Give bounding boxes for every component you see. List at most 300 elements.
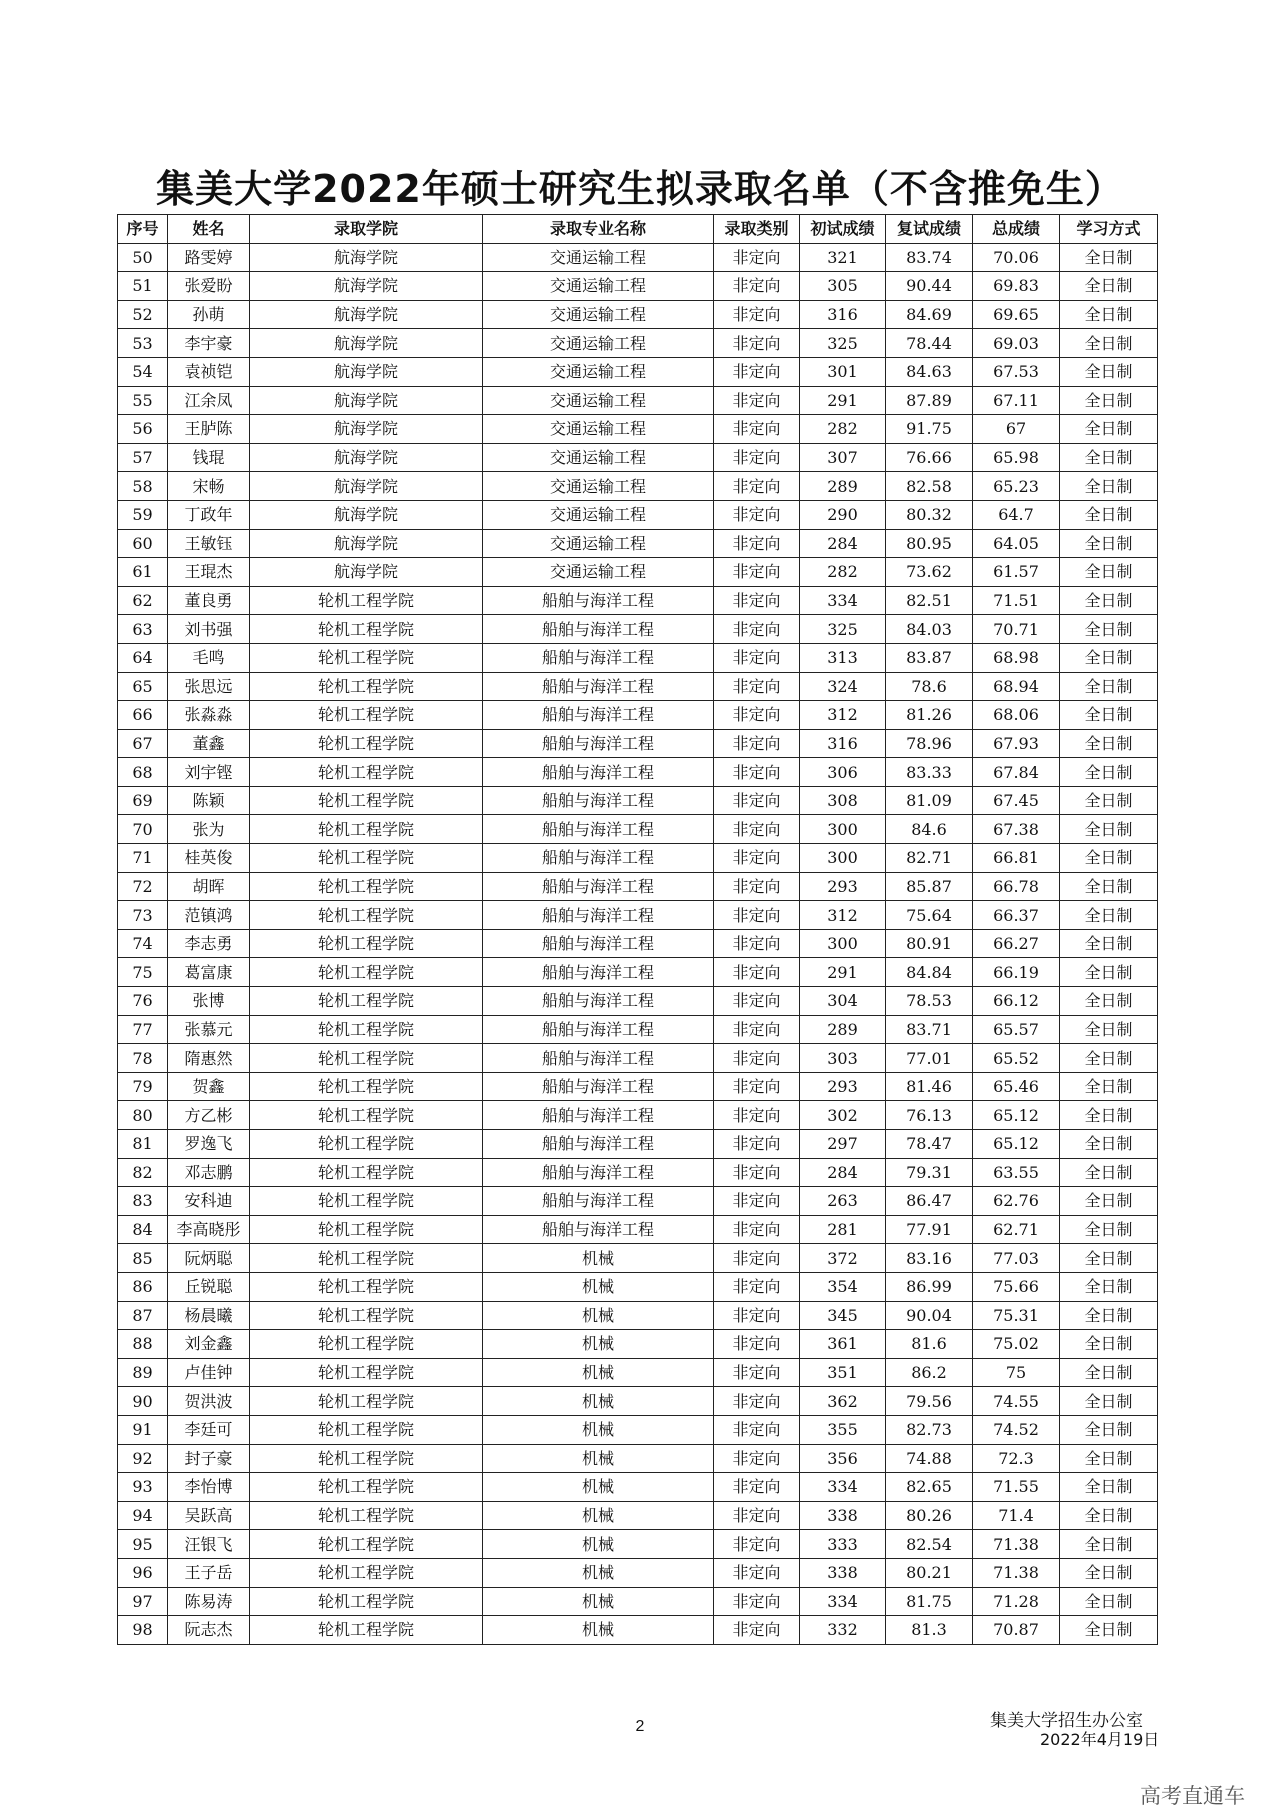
cell-retest-score: 80.21 <box>886 1558 973 1587</box>
cell-total-score: 65.23 <box>973 472 1060 501</box>
cell-prelim-score: 291 <box>800 958 886 987</box>
cell-category: 非定向 <box>714 243 800 272</box>
cell-category: 非定向 <box>714 1101 800 1130</box>
cell-category: 非定向 <box>714 729 800 758</box>
cell-college: 航海学院 <box>250 386 483 415</box>
cell-index: 53 <box>118 329 168 358</box>
cell-major: 机械 <box>483 1530 714 1559</box>
cell-name: 葛富康 <box>168 958 250 987</box>
cell-retest-score: 84.84 <box>886 958 973 987</box>
cell-index: 75 <box>118 958 168 987</box>
cell-college: 轮机工程学院 <box>250 1358 483 1387</box>
cell-retest-score: 82.51 <box>886 586 973 615</box>
cell-prelim-score: 356 <box>800 1444 886 1473</box>
cell-college: 轮机工程学院 <box>250 586 483 615</box>
cell-total-score: 70.87 <box>973 1616 1060 1645</box>
table-row <box>118 1072 1158 1101</box>
cell-category: 非定向 <box>714 357 800 386</box>
cell-prelim-score: 307 <box>800 443 886 472</box>
cell-retest-score: 80.95 <box>886 529 973 558</box>
cell-study-mode: 全日制 <box>1060 243 1158 272</box>
table-row <box>118 1387 1158 1416</box>
cell-total-score: 71.51 <box>973 586 1060 615</box>
cell-prelim-score: 282 <box>800 415 886 444</box>
cell-study-mode: 全日制 <box>1060 1415 1158 1444</box>
cell-category: 非定向 <box>714 901 800 930</box>
cell-total-score: 66.37 <box>973 901 1060 930</box>
cell-index: 80 <box>118 1101 168 1130</box>
cell-study-mode: 全日制 <box>1060 586 1158 615</box>
cell-category: 非定向 <box>714 643 800 672</box>
cell-study-mode: 全日制 <box>1060 443 1158 472</box>
cell-total-score: 68.06 <box>973 701 1060 730</box>
cell-study-mode: 全日制 <box>1060 844 1158 873</box>
cell-total-score: 66.78 <box>973 872 1060 901</box>
cell-retest-score: 90.04 <box>886 1301 973 1330</box>
cell-index: 54 <box>118 357 168 386</box>
cell-category: 非定向 <box>714 529 800 558</box>
cell-retest-score: 78.47 <box>886 1130 973 1159</box>
cell-category: 非定向 <box>714 558 800 587</box>
cell-college: 轮机工程学院 <box>250 758 483 787</box>
cell-category: 非定向 <box>714 1358 800 1387</box>
table-row <box>118 987 1158 1016</box>
cell-retest-score: 85.87 <box>886 872 973 901</box>
cell-major: 交通运输工程 <box>483 272 714 301</box>
cell-name: 路雯婷 <box>168 243 250 272</box>
cell-study-mode: 全日制 <box>1060 729 1158 758</box>
table-row <box>118 1558 1158 1587</box>
cell-total-score: 75.02 <box>973 1330 1060 1359</box>
cell-major: 机械 <box>483 1444 714 1473</box>
cell-category: 非定向 <box>714 758 800 787</box>
cell-prelim-score: 345 <box>800 1301 886 1330</box>
cell-retest-score: 83.74 <box>886 243 973 272</box>
cell-name: 刘宇铿 <box>168 758 250 787</box>
cell-retest-score: 82.71 <box>886 844 973 873</box>
cell-name: 刘金鑫 <box>168 1330 250 1359</box>
cell-total-score: 68.98 <box>973 643 1060 672</box>
table-row <box>118 844 1158 873</box>
cell-index: 87 <box>118 1301 168 1330</box>
cell-major: 交通运输工程 <box>483 300 714 329</box>
cell-index: 76 <box>118 987 168 1016</box>
cell-total-score: 64.05 <box>973 529 1060 558</box>
cell-retest-score: 82.73 <box>886 1415 973 1444</box>
cell-college: 轮机工程学院 <box>250 1044 483 1073</box>
cell-total-score: 75.66 <box>973 1272 1060 1301</box>
cell-major: 船舶与海洋工程 <box>483 615 714 644</box>
table-row <box>118 672 1158 701</box>
cell-index: 88 <box>118 1330 168 1359</box>
cell-name: 桂英俊 <box>168 844 250 873</box>
table-row <box>118 729 1158 758</box>
cell-retest-score: 78.6 <box>886 672 973 701</box>
cell-name: 胡晖 <box>168 872 250 901</box>
cell-retest-score: 79.56 <box>886 1387 973 1416</box>
cell-major: 交通运输工程 <box>483 500 714 529</box>
cell-name: 袁祯铠 <box>168 357 250 386</box>
cell-name: 范镇鸿 <box>168 901 250 930</box>
cell-name: 王子岳 <box>168 1558 250 1587</box>
cell-name: 贺鑫 <box>168 1072 250 1101</box>
cell-study-mode: 全日制 <box>1060 1358 1158 1387</box>
cell-total-score: 67.45 <box>973 786 1060 815</box>
cell-name: 王敏钰 <box>168 529 250 558</box>
cell-college: 轮机工程学院 <box>250 901 483 930</box>
cell-name: 丁政年 <box>168 500 250 529</box>
cell-retest-score: 82.58 <box>886 472 973 501</box>
cell-name: 邓志鹏 <box>168 1158 250 1187</box>
cell-prelim-score: 334 <box>800 586 886 615</box>
cell-college: 航海学院 <box>250 272 483 301</box>
cell-prelim-score: 293 <box>800 872 886 901</box>
cell-college: 轮机工程学院 <box>250 1415 483 1444</box>
cell-college: 航海学院 <box>250 243 483 272</box>
table-row <box>118 443 1158 472</box>
cell-study-mode: 全日制 <box>1060 1072 1158 1101</box>
cell-retest-score: 81.3 <box>886 1616 973 1645</box>
cell-total-score: 70.71 <box>973 615 1060 644</box>
table-row <box>118 643 1158 672</box>
cell-prelim-score: 361 <box>800 1330 886 1359</box>
cell-prelim-score: 338 <box>800 1501 886 1530</box>
cell-retest-score: 87.89 <box>886 386 973 415</box>
cell-prelim-score: 333 <box>800 1530 886 1559</box>
cell-major: 机械 <box>483 1301 714 1330</box>
cell-category: 非定向 <box>714 1044 800 1073</box>
table-row <box>118 1215 1158 1244</box>
cell-prelim-score: 362 <box>800 1387 886 1416</box>
cell-major: 船舶与海洋工程 <box>483 1015 714 1044</box>
table-row <box>118 357 1158 386</box>
cell-name: 张慕元 <box>168 1015 250 1044</box>
cell-major: 船舶与海洋工程 <box>483 586 714 615</box>
cell-study-mode: 全日制 <box>1060 929 1158 958</box>
cell-college: 轮机工程学院 <box>250 1501 483 1530</box>
cell-study-mode: 全日制 <box>1060 1501 1158 1530</box>
cell-index: 84 <box>118 1215 168 1244</box>
table-row <box>118 1244 1158 1273</box>
cell-total-score: 67 <box>973 415 1060 444</box>
cell-prelim-score: 316 <box>800 300 886 329</box>
cell-category: 非定向 <box>714 386 800 415</box>
cell-category: 非定向 <box>714 1587 800 1616</box>
cell-major: 船舶与海洋工程 <box>483 786 714 815</box>
cell-retest-score: 81.6 <box>886 1330 973 1359</box>
cell-category: 非定向 <box>714 672 800 701</box>
admission-table <box>117 214 1158 1645</box>
cell-college: 航海学院 <box>250 558 483 587</box>
cell-category: 非定向 <box>714 1501 800 1530</box>
cell-study-mode: 全日制 <box>1060 329 1158 358</box>
cell-category: 非定向 <box>714 1301 800 1330</box>
table-row <box>118 1130 1158 1159</box>
cell-college: 轮机工程学院 <box>250 1387 483 1416</box>
cell-prelim-score: 289 <box>800 472 886 501</box>
cell-retest-score: 74.88 <box>886 1444 973 1473</box>
cell-name: 王胪陈 <box>168 415 250 444</box>
cell-category: 非定向 <box>714 1330 800 1359</box>
cell-college: 轮机工程学院 <box>250 1072 483 1101</box>
table-row <box>118 1301 1158 1330</box>
cell-major: 船舶与海洋工程 <box>483 1072 714 1101</box>
table-row <box>118 558 1158 587</box>
cell-name: 董良勇 <box>168 586 250 615</box>
cell-index: 98 <box>118 1616 168 1645</box>
cell-prelim-score: 302 <box>800 1101 886 1130</box>
cell-name: 罗逸飞 <box>168 1130 250 1159</box>
cell-index: 74 <box>118 929 168 958</box>
cell-prelim-score: 305 <box>800 272 886 301</box>
cell-index: 90 <box>118 1387 168 1416</box>
cell-retest-score: 77.01 <box>886 1044 973 1073</box>
cell-college: 轮机工程学院 <box>250 1587 483 1616</box>
cell-name: 贺洪波 <box>168 1387 250 1416</box>
cell-total-score: 66.12 <box>973 987 1060 1016</box>
cell-retest-score: 78.44 <box>886 329 973 358</box>
cell-study-mode: 全日制 <box>1060 987 1158 1016</box>
cell-index: 73 <box>118 901 168 930</box>
cell-total-score: 65.46 <box>973 1072 1060 1101</box>
cell-retest-score: 81.75 <box>886 1587 973 1616</box>
cell-category: 非定向 <box>714 1387 800 1416</box>
table-row <box>118 386 1158 415</box>
cell-prelim-score: 321 <box>800 243 886 272</box>
table-row <box>118 1158 1158 1187</box>
cell-study-mode: 全日制 <box>1060 558 1158 587</box>
cell-total-score: 71.38 <box>973 1558 1060 1587</box>
cell-study-mode: 全日制 <box>1060 1330 1158 1359</box>
cell-study-mode: 全日制 <box>1060 872 1158 901</box>
cell-major: 机械 <box>483 1387 714 1416</box>
cell-prelim-score: 324 <box>800 672 886 701</box>
cell-major: 交通运输工程 <box>483 558 714 587</box>
cell-college: 轮机工程学院 <box>250 929 483 958</box>
cell-prelim-score: 312 <box>800 701 886 730</box>
cell-prelim-score: 354 <box>800 1272 886 1301</box>
table-row <box>118 329 1158 358</box>
cell-major: 机械 <box>483 1358 714 1387</box>
table-row <box>118 929 1158 958</box>
cell-study-mode: 全日制 <box>1060 472 1158 501</box>
cell-major: 船舶与海洋工程 <box>483 701 714 730</box>
cell-category: 非定向 <box>714 415 800 444</box>
cell-college: 轮机工程学院 <box>250 1473 483 1502</box>
cell-category: 非定向 <box>714 1072 800 1101</box>
cell-study-mode: 全日制 <box>1060 1187 1158 1216</box>
cell-category: 非定向 <box>714 1558 800 1587</box>
cell-major: 交通运输工程 <box>483 329 714 358</box>
cell-name: 方乙彬 <box>168 1101 250 1130</box>
cell-study-mode: 全日制 <box>1060 615 1158 644</box>
cell-college: 轮机工程学院 <box>250 1530 483 1559</box>
cell-index: 77 <box>118 1015 168 1044</box>
cell-index: 82 <box>118 1158 168 1187</box>
cell-study-mode: 全日制 <box>1060 701 1158 730</box>
cell-study-mode: 全日制 <box>1060 357 1158 386</box>
cell-college: 轮机工程学院 <box>250 1558 483 1587</box>
cell-college: 轮机工程学院 <box>250 615 483 644</box>
cell-retest-score: 76.13 <box>886 1101 973 1130</box>
watermark: 高考直通车 <box>1140 1784 1245 1808</box>
cell-study-mode: 全日制 <box>1060 1301 1158 1330</box>
cell-total-score: 71.28 <box>973 1587 1060 1616</box>
cell-index: 55 <box>118 386 168 415</box>
cell-college: 轮机工程学院 <box>250 786 483 815</box>
cell-major: 船舶与海洋工程 <box>483 1187 714 1216</box>
cell-college: 轮机工程学院 <box>250 872 483 901</box>
cell-retest-score: 86.47 <box>886 1187 973 1216</box>
cell-college: 轮机工程学院 <box>250 987 483 1016</box>
cell-prelim-score: 289 <box>800 1015 886 1044</box>
table-row <box>118 415 1158 444</box>
cell-major: 船舶与海洋工程 <box>483 901 714 930</box>
cell-college: 轮机工程学院 <box>250 1444 483 1473</box>
cell-name: 李廷可 <box>168 1415 250 1444</box>
cell-index: 94 <box>118 1501 168 1530</box>
cell-prelim-score: 303 <box>800 1044 886 1073</box>
cell-index: 52 <box>118 300 168 329</box>
table-row <box>118 958 1158 987</box>
cell-category: 非定向 <box>714 815 800 844</box>
col-header-name: 姓名 <box>168 215 250 244</box>
cell-major: 船舶与海洋工程 <box>483 672 714 701</box>
cell-total-score: 71.38 <box>973 1530 1060 1559</box>
cell-prelim-score: 332 <box>800 1616 886 1645</box>
cell-category: 非定向 <box>714 1272 800 1301</box>
col-header-retest-score: 复试成绩 <box>886 215 973 244</box>
cell-study-mode: 全日制 <box>1060 1101 1158 1130</box>
cell-index: 62 <box>118 586 168 615</box>
cell-category: 非定向 <box>714 1215 800 1244</box>
cell-major: 交通运输工程 <box>483 415 714 444</box>
cell-category: 非定向 <box>714 1530 800 1559</box>
col-header-total-score: 总成绩 <box>973 215 1060 244</box>
cell-retest-score: 82.54 <box>886 1530 973 1559</box>
cell-category: 非定向 <box>714 987 800 1016</box>
cell-name: 刘书强 <box>168 615 250 644</box>
cell-index: 50 <box>118 243 168 272</box>
cell-major: 机械 <box>483 1473 714 1502</box>
cell-category: 非定向 <box>714 615 800 644</box>
cell-prelim-score: 334 <box>800 1473 886 1502</box>
cell-retest-score: 90.44 <box>886 272 973 301</box>
cell-prelim-score: 300 <box>800 815 886 844</box>
cell-category: 非定向 <box>714 329 800 358</box>
cell-name: 张爱盼 <box>168 272 250 301</box>
cell-retest-score: 83.33 <box>886 758 973 787</box>
cell-college: 轮机工程学院 <box>250 729 483 758</box>
col-header-study-mode: 学习方式 <box>1060 215 1158 244</box>
table-row <box>118 758 1158 787</box>
cell-name: 毛鸣 <box>168 643 250 672</box>
cell-college: 航海学院 <box>250 529 483 558</box>
col-header-category: 录取类别 <box>714 215 800 244</box>
cell-total-score: 66.19 <box>973 958 1060 987</box>
cell-retest-score: 84.03 <box>886 615 973 644</box>
cell-total-score: 69.03 <box>973 329 1060 358</box>
table-row <box>118 1272 1158 1301</box>
cell-total-score: 72.3 <box>973 1444 1060 1473</box>
cell-index: 64 <box>118 643 168 672</box>
cell-major: 机械 <box>483 1587 714 1616</box>
cell-index: 63 <box>118 615 168 644</box>
cell-prelim-score: 284 <box>800 1158 886 1187</box>
cell-college: 轮机工程学院 <box>250 844 483 873</box>
cell-index: 85 <box>118 1244 168 1273</box>
table-row <box>118 1187 1158 1216</box>
table-row <box>118 1587 1158 1616</box>
table-row <box>118 815 1158 844</box>
cell-index: 69 <box>118 786 168 815</box>
cell-study-mode: 全日制 <box>1060 1616 1158 1645</box>
table-row <box>118 1330 1158 1359</box>
cell-retest-score: 83.87 <box>886 643 973 672</box>
table-row <box>118 500 1158 529</box>
cell-retest-score: 78.53 <box>886 987 973 1016</box>
cell-major: 交通运输工程 <box>483 357 714 386</box>
cell-major: 船舶与海洋工程 <box>483 815 714 844</box>
cell-college: 航海学院 <box>250 500 483 529</box>
cell-category: 非定向 <box>714 1015 800 1044</box>
table-row <box>118 1044 1158 1073</box>
cell-total-score: 65.12 <box>973 1101 1060 1130</box>
table-row <box>118 1530 1158 1559</box>
cell-prelim-score: 306 <box>800 758 886 787</box>
cell-study-mode: 全日制 <box>1060 1015 1158 1044</box>
cell-major: 交通运输工程 <box>483 529 714 558</box>
cell-total-score: 62.71 <box>973 1215 1060 1244</box>
cell-prelim-score: 372 <box>800 1244 886 1273</box>
cell-index: 70 <box>118 815 168 844</box>
table-row <box>118 243 1158 272</box>
table-row <box>118 1501 1158 1530</box>
cell-prelim-score: 290 <box>800 500 886 529</box>
col-header-college: 录取学院 <box>250 215 483 244</box>
cell-study-mode: 全日制 <box>1060 415 1158 444</box>
cell-category: 非定向 <box>714 929 800 958</box>
cell-total-score: 66.27 <box>973 929 1060 958</box>
cell-name: 丘锐聪 <box>168 1272 250 1301</box>
cell-name: 李志勇 <box>168 929 250 958</box>
cell-study-mode: 全日制 <box>1060 758 1158 787</box>
table-row <box>118 901 1158 930</box>
cell-study-mode: 全日制 <box>1060 1530 1158 1559</box>
cell-study-mode: 全日制 <box>1060 529 1158 558</box>
cell-college: 轮机工程学院 <box>250 1158 483 1187</box>
table-row <box>118 1473 1158 1502</box>
cell-prelim-score: 334 <box>800 1587 886 1616</box>
cell-study-mode: 全日制 <box>1060 300 1158 329</box>
cell-prelim-score: 263 <box>800 1187 886 1216</box>
cell-category: 非定向 <box>714 1444 800 1473</box>
cell-college: 轮机工程学院 <box>250 1616 483 1645</box>
cell-retest-score: 79.31 <box>886 1158 973 1187</box>
cell-study-mode: 全日制 <box>1060 1244 1158 1273</box>
cell-total-score: 65.57 <box>973 1015 1060 1044</box>
table-row <box>118 701 1158 730</box>
cell-category: 非定向 <box>714 1415 800 1444</box>
cell-name: 江余凤 <box>168 386 250 415</box>
cell-index: 89 <box>118 1358 168 1387</box>
cell-total-score: 67.93 <box>973 729 1060 758</box>
cell-name: 张为 <box>168 815 250 844</box>
cell-category: 非定向 <box>714 443 800 472</box>
cell-college: 航海学院 <box>250 300 483 329</box>
cell-retest-score: 80.32 <box>886 500 973 529</box>
cell-index: 66 <box>118 701 168 730</box>
